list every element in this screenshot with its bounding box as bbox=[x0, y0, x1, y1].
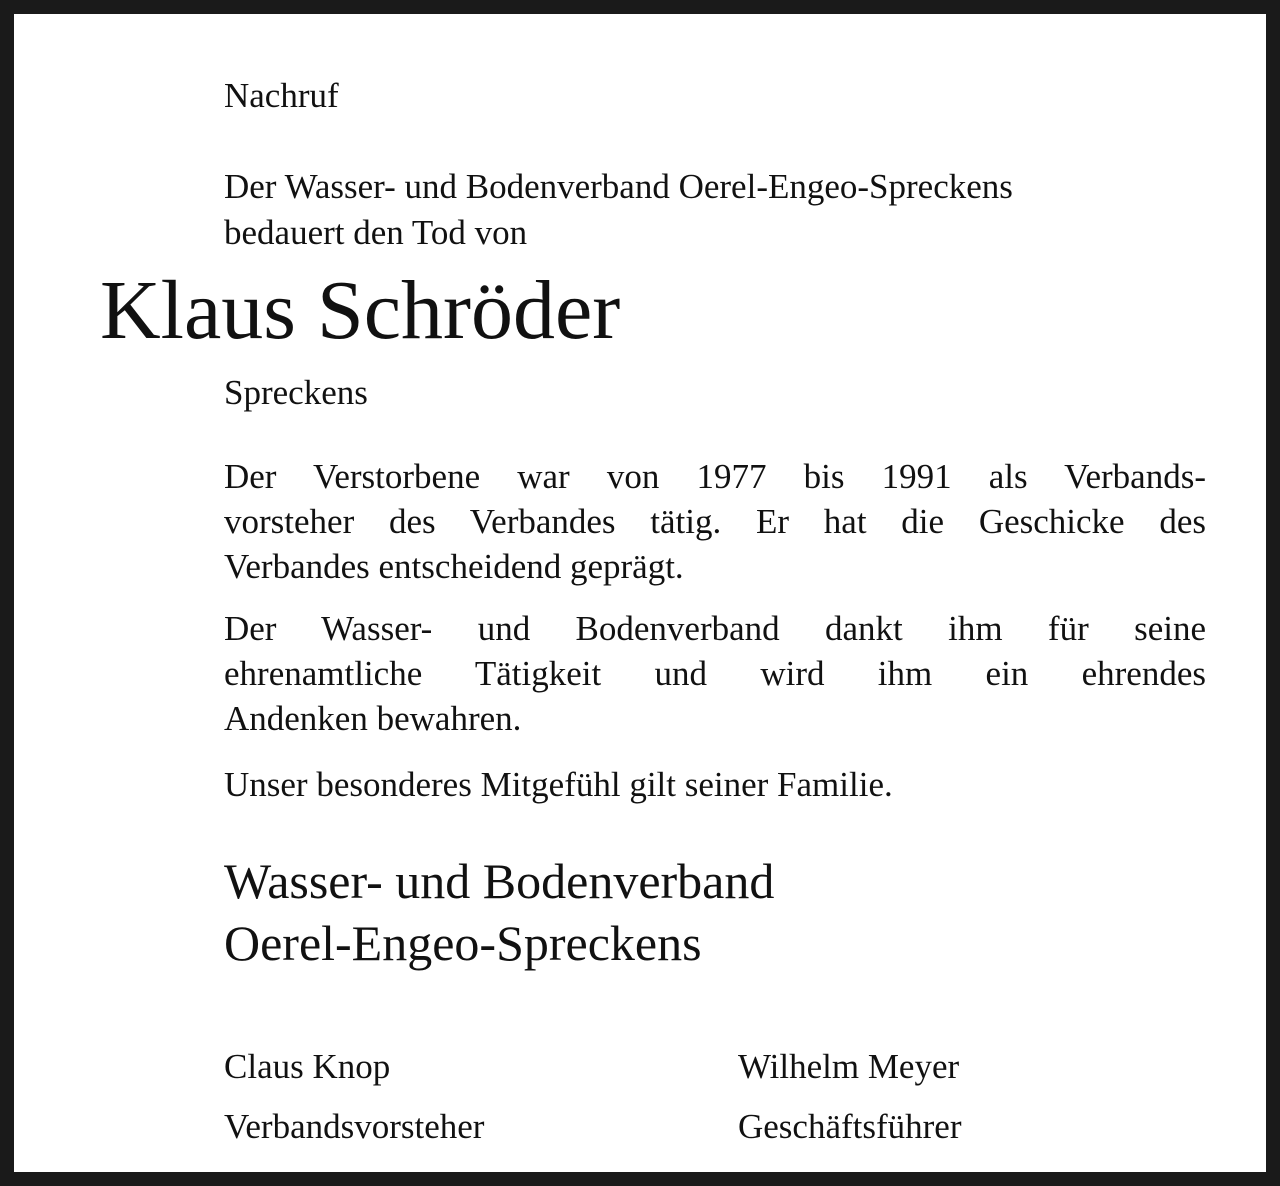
paragraph-line: Der Wasser- und Bodenverband dankt ihm für seine bbox=[224, 609, 1206, 648]
paragraph-line: Andenken bewahren. bbox=[224, 699, 522, 738]
intro-text bbox=[224, 164, 1214, 256]
paragraph-line: ehrenamtliche Tätigkeit und wird ihm ein ehrendes bbox=[224, 654, 1206, 693]
organization-line: Oerel-Engeo-Spreckens bbox=[224, 915, 702, 971]
deceased-place: Spreckens bbox=[224, 373, 368, 412]
organization-line: Wasser- und Bodenverband bbox=[224, 853, 775, 909]
intro-line: Der Wasser- und Bodenverband Oerel-Engeo-Spreckens bbox=[224, 167, 1013, 206]
signatory-role: Verbandsvorsteher bbox=[224, 1107, 485, 1146]
paragraph-thanks bbox=[224, 606, 1206, 741]
obituary-heading: Nachruf bbox=[224, 76, 339, 115]
intro-line: bedauert den Tod von bbox=[224, 213, 528, 252]
paragraph-line: Verbandes entscheidend geprägt. bbox=[224, 547, 684, 586]
paragraph-line: Unser besonderes Mitgefühl gilt seiner Familie. bbox=[224, 765, 893, 804]
organization-name bbox=[224, 850, 774, 974]
signatory-name: Claus Knop bbox=[224, 1047, 391, 1086]
deceased-name: Klaus Schröder bbox=[100, 264, 621, 357]
paragraph-career bbox=[224, 454, 1206, 589]
paragraph-condolence bbox=[224, 762, 1206, 807]
signatory-role: Geschäftsführer bbox=[738, 1107, 962, 1146]
paragraph-line: Der Verstorbene war von 1977 bis 1991 als Verbands- bbox=[224, 457, 1206, 496]
signatory-name: Wilhelm Meyer bbox=[738, 1047, 960, 1086]
paragraph-line: vorsteher des Verbandes tätig. Er hat die Geschicke des bbox=[224, 502, 1206, 541]
